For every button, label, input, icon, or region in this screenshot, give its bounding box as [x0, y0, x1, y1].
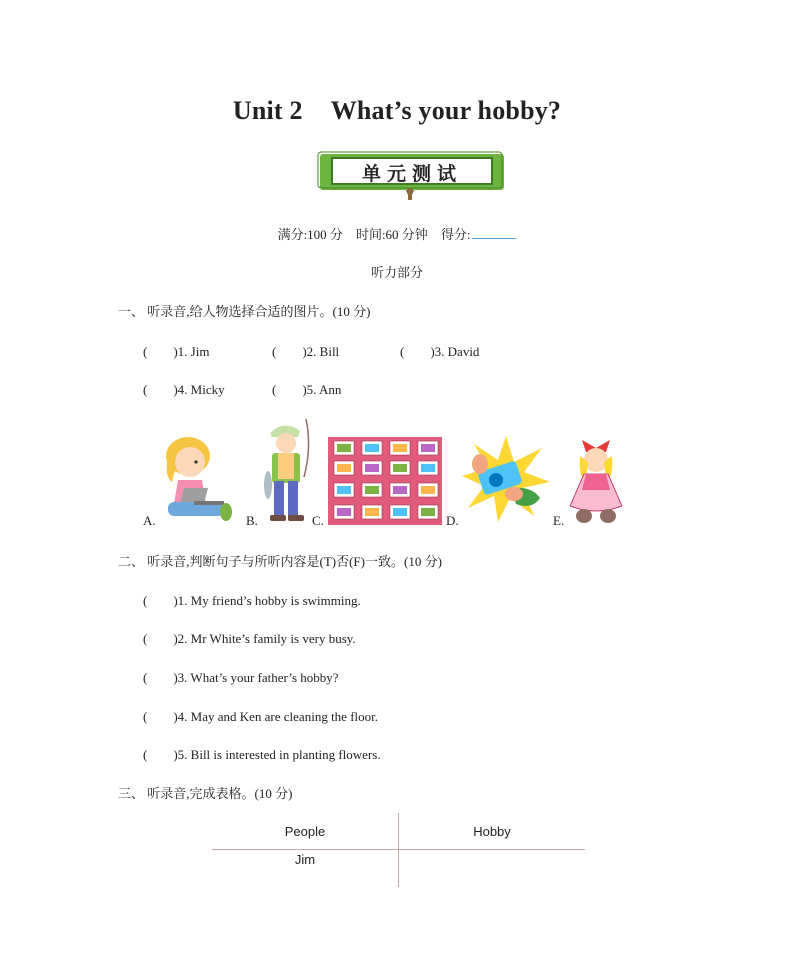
title-question: What’s your hobby? [330, 96, 562, 125]
s1-item-2[interactable]: ( )2. Bill [272, 344, 340, 359]
table-row [212, 850, 585, 888]
title-unit: Unit 2 [232, 96, 303, 125]
page-title [0, 96, 794, 126]
table-header-row [212, 813, 585, 850]
section2-heading: 二、 听录音,判断句子与所听内容是(T)否(F)一致。(10 分) [118, 554, 442, 569]
score-label: 得分: [440, 227, 471, 242]
score-line [0, 224, 794, 243]
s1-item-5[interactable]: ( )5. Ann [272, 382, 342, 397]
cell-person: Jim [212, 850, 399, 888]
listening-heading: 听力部分 [370, 265, 423, 280]
picture-label-d: D. [446, 513, 459, 528]
s1-item-1[interactable]: ( )1. Jim [143, 344, 210, 359]
s2-item-2[interactable]: ( )2. Mr White’s family is very busy. [143, 631, 356, 646]
camera-photography-icon [462, 436, 550, 522]
stamp-collection-icon [328, 437, 442, 525]
score-blank[interactable] [472, 238, 516, 239]
full-marks: 满分:100 分 [277, 227, 343, 242]
boy-fishing-icon [260, 417, 312, 525]
section3-heading: 三、 听录音,完成表格。(10 分) [118, 786, 293, 801]
banner-text: 单元测试 [361, 163, 462, 185]
picture-label-e: E. [553, 513, 565, 528]
header-hobby: Hobby [399, 813, 586, 850]
s1-item-3[interactable]: ( )3. David [400, 344, 480, 359]
s1-item-4[interactable]: ( )4. Micky [143, 382, 225, 397]
doll-icon [566, 436, 630, 526]
s2-item-4[interactable]: ( )4. May and Ken are cleaning the floor. [143, 709, 379, 724]
cell-hobby-answer[interactable] [399, 850, 586, 888]
header-people: People [212, 813, 399, 850]
s2-item-1[interactable]: ( )1. My friend’s hobby is swimming. [143, 593, 361, 608]
unit-test-banner [318, 150, 506, 200]
section1-heading: 一、 听录音,给人物选择合适的图片。(10 分) [118, 304, 371, 319]
girl-laptop-icon [158, 436, 236, 524]
picture-label-a: A. [143, 513, 156, 528]
s2-item-3[interactable]: ( )3. What’s your father’s hobby? [143, 670, 339, 685]
picture-label-c: C. [312, 513, 324, 528]
picture-label-b: B. [246, 513, 258, 528]
hobby-table [212, 813, 585, 887]
time-limit: 时间:60 分钟 [355, 227, 428, 242]
s2-item-5[interactable]: ( )5. Bill is interested in planting flowers. [143, 747, 381, 762]
